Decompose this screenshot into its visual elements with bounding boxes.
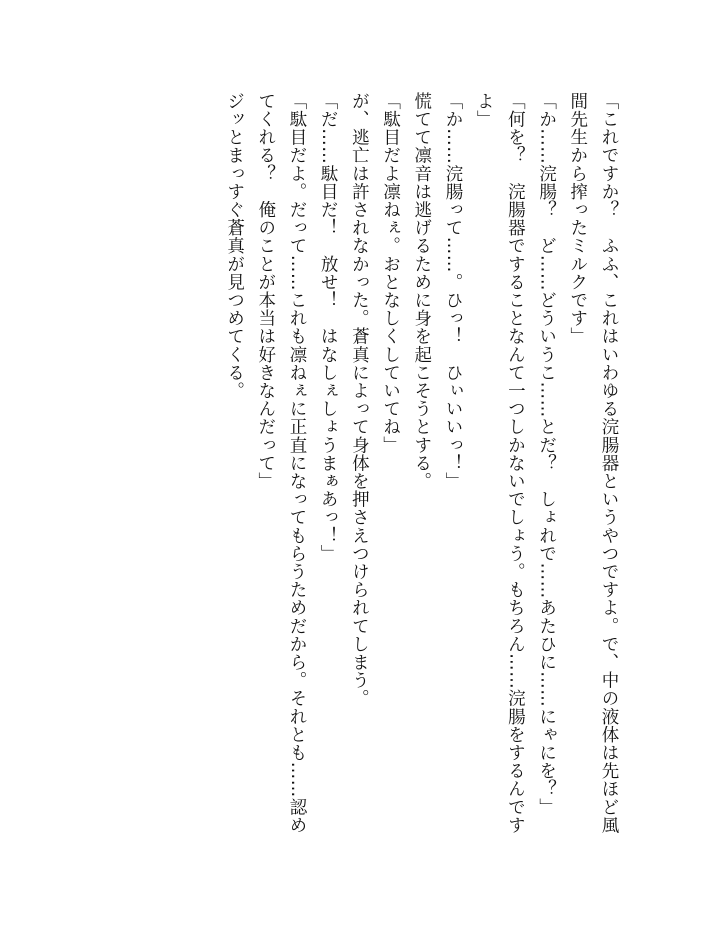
- paragraph-9: 「駄目だよ。だって……これも凛ねぇに正直になってもらうためだから。それとも……認めてくれる？ 俺のことが本当は好きなんだって」: [255, 92, 307, 835]
- paragraph-4: 「か……浣腸って……。ひっ！ ひぃいいっ！」: [442, 92, 463, 491]
- paragraph-3: 「何を？ 浣腸器ですることなんて一つしかないでしょう。もちろん……浣腸をするんですよ」: [474, 92, 526, 835]
- paragraph-8: 「だ……駄目だ！ 放せ！ はなしぇしょうまぁあっ！」: [318, 92, 339, 563]
- paragraph-10: ジッとまっすぐ蒼真が見つめてくる。: [224, 92, 245, 400]
- paragraph-6: 「駄目だよ凛ねぇ。おとなしくしていてね」: [380, 92, 401, 454]
- paragraph-7: が、逃亡は許されなかった。蒼真によって身体を押さえつけられてしまう。: [349, 92, 370, 708]
- paragraph-5: 慌てて凛音は逃げるために身を起こそうとする。: [411, 92, 432, 491]
- vertical-text-body: [218, 92, 624, 852]
- paragraph-2: 「か……浣腸？ ど……どういうこ……とだ？ しょれで……あたひに……にゃにを？」: [536, 92, 557, 816]
- paragraph-1: 「これですか？ ふふ、これはいわゆる浣腸器というやつですよ。で、中の液体は先ほど風間先生から搾ったミルクです」: [567, 92, 619, 835]
